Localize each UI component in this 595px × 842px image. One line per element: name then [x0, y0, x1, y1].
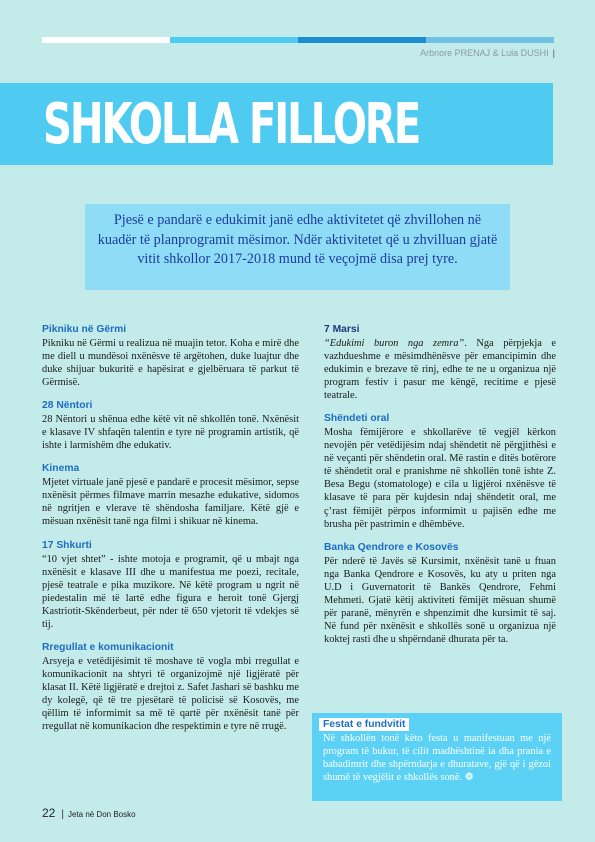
highlight-title: Festat e fundvitit: [319, 718, 409, 731]
section-title: Rregullat e komunikacionit: [42, 641, 174, 653]
section-body: “10 vjet shtet” - ishte motoja e programit, që u mbajt nga nxënësit e klasave III dhe u manifestua me poezi, recitale, pjesë teatrale e pika muzikore. Në këtë program u ngrit në piedestalin më të lartë edhe figura e heroit tonë Gjergj Kastriotit-Skënderbeut, për nder të 650 vjetorit të vdekjes së tij.: [42, 553, 299, 630]
top-bar-segment-1: [42, 37, 170, 43]
section-body: Mjetet virtuale janë pjesë e pandarë e procesit mësimor, sepse nxënësit përmes filmave marrin mesazhe edukative, sidomos në ngritjen e vlerave të shëndosha familjare. Këtë gjë e mësuan nxënësit tanë nga filmi i shikuar në kinema.: [42, 477, 299, 528]
top-bar-segment-4: [426, 37, 554, 43]
page-footer: [42, 806, 136, 820]
section-shendeti-oral: [324, 412, 556, 530]
page-title: SHKOLLA FILLORE: [43, 92, 420, 157]
footer-separator: |: [61, 809, 64, 820]
intro-text: Pjesë e pandarë e edukimit janë edhe aktivitetet që zhvillohen në kuadër të planprogramit mësimor. Ndër aktivitetet që u zhvilluan gjatë vitit shkollor 2017-2018 mund të veçojmë disa prej tyre.: [97, 212, 498, 267]
section-title: Kinema: [42, 463, 80, 475]
top-bar-segment-3: [298, 37, 426, 43]
section-lead-quote: “Edukimi buron nga zemra”: [324, 338, 465, 349]
page-number: 22: [42, 806, 56, 820]
section-body: Për nderë të Javës së Kursimit, nxënësit tanë u ftuan nga Banka Qendrore e Kosovës, ku aty u priten nga U.D i Guvernatorit të Bankës Qendrore, Fehmi Mehmeti. Gjatë këtij aktiviteti fëmijët mësuan shumë për paranë, mënyrën e shpenzimit dhe kursimit të saj. Në fund për nxënësit e shkollës sonë u organizua një koktej rasti dhe u shpërndanë dhurata për ta.: [324, 555, 556, 645]
section-kinema: [42, 462, 299, 528]
section-body: Mosha fëmijërore e shkollarëve të vegjël kërkon nevojën për vetëdijësim ndaj shëndetit në përgjithësi e në veçanti për shëndetin oral. Më rastin e ditës botërore të shëndetit oral e pranishme në shkollën tonë ishte Z. Besa Begu (stomatologe) e cila u ligjëroi nxënësve të klasave të para për kujdesin ndaj shëndetit oral, me ç’rast fëmijët përpos informimit u pajisën edhe me brusha për pastrimin e dhëmbëve.: [324, 427, 556, 530]
section-rregullat: [42, 641, 299, 733]
section-body-text: . Nga përpjekja e vazhdueshme e mësimdhënësve për emancipimin dhe edukimin e brezave të rinj, edhe te ne u organizua një program festiv i pasur me këngë, recitime e pjesë teatrale.: [324, 338, 556, 402]
section-7-marsi: [324, 323, 556, 402]
magazine-name: Jeta në Don Bosko: [67, 810, 136, 819]
section-title: 17 Shkurti: [42, 539, 92, 551]
section-title: 28 Nëntori: [42, 400, 93, 412]
intro-box: [85, 204, 510, 290]
flower-ornament-icon: ❁: [464, 772, 474, 784]
section-title: 7 Marsi: [324, 324, 360, 335]
author-separator: |: [552, 48, 555, 58]
highlight-text: Në shkollën tonë këto festa u manifestuan me një program të bukur, të cilit madhështinë ia dha prania e babadimrit dhe shpërndarja e dhuratave, gjë që i gëzoi shumë të vegjëlit e shkollës sonë.: [323, 733, 551, 784]
author-line: [420, 48, 555, 58]
section-body: [324, 337, 556, 402]
section-title: Banka Qendrore e Kosovës: [324, 541, 459, 553]
highlight-body: [323, 732, 551, 784]
highlight-box: [312, 713, 562, 801]
right-column: [324, 323, 556, 656]
section-body: 28 Nëntori u shënua edhe këtë vit në shkollën tonë. Nxënësit e klasave IV shfaqën talentin e tyre në programin artistik, që ishte i larmishëm dhe edukativ.: [42, 414, 299, 452]
section-pikniku: [42, 323, 299, 389]
section-17-shkurti: [42, 539, 299, 631]
section-title: Pikniku në Gërmi: [42, 324, 127, 335]
section-body: Arsyeja e vetëdijësimit të moshave të vogla mbi rregullat e komunikacionit na shtyri të organizojmë një ligjëratë për klasat II. Këtë ligjëratë e drejtoi z. Safet Jashari së bashku me dy kolegë, që të tre pjesëtarë të policisë së Kosovës, me qëllim të informimit sa më të qartë për nxënësit tanë për rregullat në komunikacion dhe respektimin e tyre në rrugë.: [42, 655, 299, 733]
section-banka-qendrore: [324, 541, 556, 646]
section-title: Shëndeti oral: [324, 413, 390, 425]
top-bar-segment-2: [170, 37, 298, 43]
section-28-nentori: [42, 399, 299, 452]
author-names: Arbnore PRENAJ & Lula DUSHI: [420, 48, 549, 58]
section-body: Pikniku në Gërmi u realizua në muajin tetor. Koha e mirë dhe me diell u mundësoi nxënësve të argëtohen, duke luajtur dhe duke shijuar bukuritë e hapësirat e gjelbëruara të parkut të Gërmisë.: [42, 338, 299, 389]
left-column: [42, 323, 299, 743]
